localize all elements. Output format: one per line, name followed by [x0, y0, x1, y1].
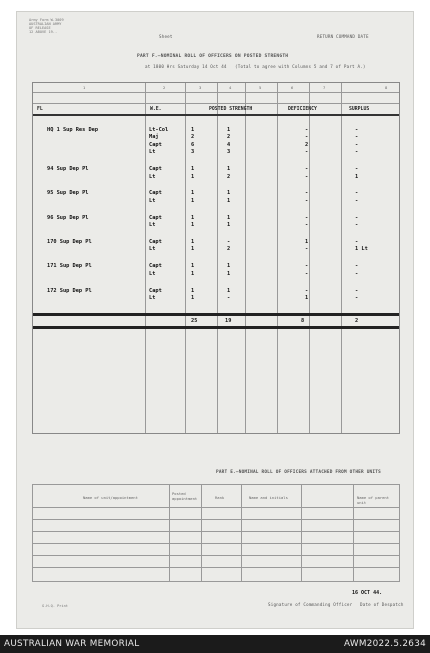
posted-cell: 2: [227, 246, 231, 253]
deficiency-cell: 1: [305, 295, 309, 301]
archive-footer: [0, 635, 430, 653]
unit-name: 171 Sup Dep Pl: [47, 263, 92, 270]
surplus-cell: -: [355, 166, 359, 173]
we-cell: 6: [191, 141, 195, 148]
attached-officers-table: [32, 484, 400, 582]
deficiency-cell: -: [305, 166, 309, 173]
surplus-cell: -: [355, 190, 359, 197]
column-number: 7: [323, 85, 326, 90]
rank-cell: Capt: [149, 190, 162, 197]
part-f-title: PART F.—NOMINAL ROLL OF OFFICERS ON POSTED STRENGTH: [137, 54, 289, 59]
rank-cell: Lt: [149, 197, 156, 204]
we-cell: 1: [191, 239, 195, 245]
deficiency-cell: -: [305, 190, 309, 197]
total-we: 25: [191, 318, 198, 324]
posted-cell: 1: [227, 127, 231, 133]
footer-accession-number: AWM2022.5.2634: [344, 639, 426, 649]
posted-cell: 3: [227, 149, 231, 156]
deficiency-cell: -: [305, 134, 309, 141]
we-cell: 1: [191, 190, 195, 197]
column-number: 6: [291, 85, 294, 90]
unit-block-label: RETURN COMMAND DATE: [317, 34, 369, 39]
rank-cell: Lt: [149, 295, 156, 301]
we-cell: 1: [191, 173, 195, 180]
deficiency-cell: -: [305, 222, 309, 229]
rank-cell: Maj: [149, 134, 159, 141]
surplus-cell: -: [355, 295, 359, 301]
unit-name: 170 Sup Dep Pl: [47, 239, 92, 245]
deficiency-cell: -: [305, 149, 309, 156]
column-number: 3: [199, 85, 202, 90]
rank-cell: Lt: [149, 222, 156, 229]
we-cell: 1: [191, 127, 195, 133]
date-label: Date of Despatch: [360, 602, 404, 607]
stamp-line: AUSTRALIAN ARMY: [29, 22, 62, 26]
rank-cell: Lt-Col: [149, 127, 169, 133]
deficiency-cell: -: [305, 270, 309, 277]
deficiency-cell: -: [305, 246, 309, 253]
total-surplus: 2: [355, 318, 359, 324]
total-deficiency: 8: [301, 318, 305, 324]
we-cell: 1: [191, 222, 195, 229]
rank-cell: Lt: [149, 246, 156, 253]
header-fl: FL: [37, 107, 43, 112]
rank-cell: Lt: [149, 173, 156, 180]
we-cell: 2: [191, 134, 195, 141]
deficiency-cell: -: [305, 173, 309, 180]
rank-cell: Capt: [149, 287, 162, 294]
deficiency-cell: 1: [305, 239, 309, 245]
unit-name: 172 Sup Dep Pl: [47, 287, 92, 294]
part-e-col-rank: Rank: [215, 495, 225, 500]
stamp-line: OF RELEASE: [29, 26, 51, 30]
surplus-cell: -: [355, 287, 359, 294]
footer-institution: AUSTRALIAN WAR MEMORIAL: [4, 639, 140, 649]
posted-cell: 1: [227, 222, 231, 229]
deficiency-cell: -: [305, 263, 309, 270]
we-cell: 1: [191, 263, 195, 270]
surplus-cell: 1: [355, 173, 359, 180]
surplus-cell: -: [355, 141, 359, 148]
surplus-cell: -: [355, 222, 359, 229]
surplus-cell: -: [355, 263, 359, 270]
part-f-date-line: at 1800 Hrs Saturday 14 Oct 44: [145, 64, 227, 69]
posted-cell: 1: [227, 214, 231, 221]
posted-cell: 2: [227, 134, 231, 141]
surplus-cell: -: [355, 239, 359, 245]
surplus-cell: -: [355, 197, 359, 204]
stamp-line: Army Form W.3009: [29, 18, 64, 22]
posted-cell: -: [227, 239, 231, 245]
column-number: 1: [83, 85, 86, 90]
column-number: 2: [163, 85, 166, 90]
posted-cell: 1: [227, 190, 231, 197]
part-e-col-name: Name of unit/appointment: [83, 495, 138, 500]
total-posted: 19: [225, 318, 232, 324]
column-number: 4: [229, 85, 232, 90]
deficiency-cell: -: [305, 214, 309, 221]
we-cell: 1: [191, 246, 195, 253]
part-e-col-appt: Posted appointment: [172, 491, 198, 501]
part-e-title: PART E.—NOMINAL ROLL OF OFFICERS ATTACHED FROM OTHER UNITS: [216, 470, 381, 475]
surplus-cell: -: [355, 134, 359, 141]
rank-cell: Capt: [149, 141, 162, 148]
posted-cell: 1: [227, 166, 231, 173]
header-we: W.E.: [150, 107, 162, 112]
surplus-cell: -: [355, 214, 359, 221]
header-deficiency: DEFICIENCY: [288, 107, 317, 112]
signature-label: Signature of Commanding Officer: [268, 602, 353, 607]
posted-cell: 2: [227, 173, 231, 180]
unit-name: 95 Sup Dep Pl: [47, 190, 89, 197]
we-cell: 1: [191, 197, 195, 204]
deficiency-cell: -: [305, 197, 309, 204]
column-number: 8: [385, 85, 388, 90]
we-cell: 1: [191, 295, 195, 301]
column-number: 5: [259, 85, 262, 90]
surplus-cell: -: [355, 270, 359, 277]
signature-date: 16 OCT 44.: [352, 590, 383, 596]
printer-mark: G.H.Q. Print: [42, 604, 68, 608]
rank-cell: Lt: [149, 149, 156, 156]
unit-name: HQ 1 Sup Res Dep: [47, 127, 99, 133]
we-cell: 1: [191, 214, 195, 221]
surplus-cell: -: [355, 149, 359, 156]
rank-cell: Capt: [149, 214, 162, 221]
rank-cell: Lt: [149, 270, 156, 277]
posted-cell: -: [227, 295, 231, 301]
we-cell: 1: [191, 270, 195, 277]
posted-cell: 1: [227, 197, 231, 204]
top-left-stamp: [29, 18, 64, 34]
nominal-roll-table: [32, 82, 400, 434]
we-cell: 3: [191, 149, 195, 156]
part-f-note: (Total to agree with Columns 5 and 7 of Part A.): [235, 64, 366, 69]
header-posted-strength: POSTED STRENGTH: [209, 107, 253, 112]
rank-cell: Capt: [149, 239, 162, 245]
posted-cell: 4: [227, 141, 231, 148]
stamp-line: 12 ABOVE 19..: [29, 30, 58, 34]
posted-cell: 1: [227, 263, 231, 270]
rank-cell: Capt: [149, 166, 162, 173]
surplus-cell: -: [355, 127, 359, 133]
unit-name: 94 Sup Dep Pl: [47, 166, 89, 173]
posted-cell: 1: [227, 270, 231, 277]
we-cell: 1: [191, 166, 195, 173]
header-surplus: SURPLUS: [349, 107, 370, 112]
deficiency-cell: -: [305, 287, 309, 294]
rank-cell: Capt: [149, 263, 162, 270]
unit-name: 96 Sup Dep Pl: [47, 214, 89, 221]
sheet-label: Sheet: [159, 34, 173, 39]
we-cell: 1: [191, 287, 195, 294]
posted-cell: 1: [227, 287, 231, 294]
deficiency-cell: -: [305, 127, 309, 133]
part-e-col-unit: Name and initials: [249, 495, 288, 500]
surplus-cell: 1 Lt: [355, 246, 368, 253]
deficiency-cell: 2: [305, 141, 309, 148]
part-e-col-parent: Name of parent unit: [357, 495, 390, 505]
